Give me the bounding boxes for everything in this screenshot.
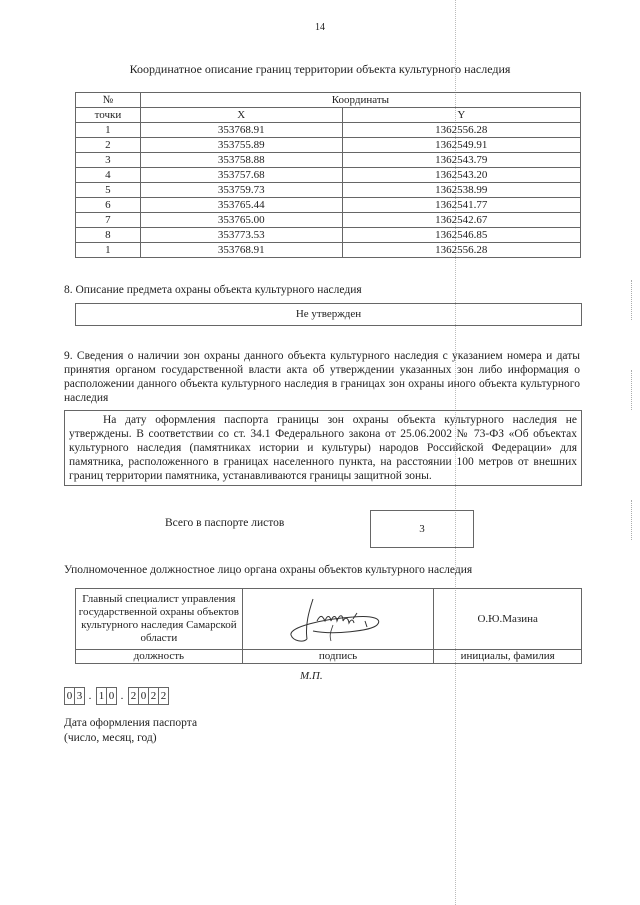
signature-icon	[283, 591, 393, 647]
signature-label: подпись	[242, 650, 434, 664]
point-x: 353768.91	[140, 243, 342, 258]
point-x: 353755.89	[140, 138, 342, 153]
date-caption-line2: (число, месяц, год)	[64, 732, 157, 744]
header-x: X	[140, 108, 342, 123]
signature-cell	[242, 589, 434, 650]
section-9-value: На дату оформления паспорта границы зон охраны объекта культурного наследия не утверждены. В соответствии со ст. 34.1 Федерального закона от 25.06.2002 № 73-ФЗ «Об объектах культурного наследия (памятниках истории и культуры) народов Российской Федерации» для памятника, расположенного в границах населенного пункта, на расстоянии 100 метров от внешних границ территории памятника, устанавливаются границы защитной зоны.	[69, 414, 577, 482]
table-row	[76, 213, 581, 228]
point-y: 1362556.28	[342, 243, 580, 258]
table-row	[76, 138, 581, 153]
point-x: 353768.91	[140, 123, 342, 138]
point-y: 1362543.79	[342, 153, 580, 168]
point-x: 353773.53	[140, 228, 342, 243]
point-y: 1362541.77	[342, 198, 580, 213]
table-header-row	[76, 93, 581, 108]
signature-row	[76, 589, 582, 650]
day-digit: 0	[64, 687, 75, 705]
point-y: 1362549.91	[342, 138, 580, 153]
section-8-heading: 8. Описание предмета охраны объекта культурного наследия	[64, 284, 362, 296]
coordinates-title: Координатное описание границ территории объекта культурного наследия	[129, 62, 511, 76]
header-point: точки	[76, 108, 141, 123]
point-no: 2	[76, 138, 141, 153]
point-y: 1362543.20	[342, 168, 580, 183]
section-9-heading: 9. Сведения о наличии зон охраны данного объекта культурного наследия с указанием номера и даты принятия органом государственной власти акта об утверждении указанных зон либо информация о расположении данного объекта культурного наследия в границах зон охраны иного объекта культурного наследия	[64, 350, 580, 404]
official-name: О.Ю.Мазина	[434, 589, 582, 650]
date-caption	[64, 716, 197, 746]
signature-labels-row	[76, 650, 582, 664]
point-x: 353765.00	[140, 213, 342, 228]
point-no: 4	[76, 168, 141, 183]
table-header-row	[76, 108, 581, 123]
sheets-count-box: 3	[370, 510, 474, 548]
day-digit: 3	[74, 687, 85, 705]
point-y: 1362556.28	[342, 123, 580, 138]
year-digit: 2	[158, 687, 169, 705]
header-coordinates: Координаты	[140, 93, 580, 108]
date-separator: .	[120, 690, 124, 702]
signature-table	[75, 588, 582, 664]
point-no: 8	[76, 228, 141, 243]
date-caption-line1: Дата оформления паспорта	[64, 717, 198, 729]
point-y: 1362538.99	[342, 183, 580, 198]
table-row	[76, 243, 581, 258]
month-digit: 1	[96, 687, 107, 705]
table-row	[76, 228, 581, 243]
table-row	[76, 168, 581, 183]
point-x: 353765.44	[140, 198, 342, 213]
header-no: №	[76, 93, 141, 108]
official-heading: Уполномоченное должностное лицо органа охраны объектов культурного наследия	[64, 564, 473, 576]
page-number: 14	[315, 22, 325, 33]
date-boxes	[64, 686, 168, 706]
section-8-value-box: Не утвержден	[75, 303, 582, 326]
date-separator: .	[88, 690, 92, 702]
point-no: 1	[76, 243, 141, 258]
table-row	[76, 183, 581, 198]
point-x: 353757.68	[140, 168, 342, 183]
table-row	[76, 198, 581, 213]
month-digit: 0	[106, 687, 117, 705]
point-no: 3	[76, 153, 141, 168]
point-no: 7	[76, 213, 141, 228]
official-position: Главный специалист управления государственной охраны объектов культурного наследия Самарской области	[76, 589, 243, 650]
table-row	[76, 123, 581, 138]
year-digit: 2	[148, 687, 159, 705]
point-x: 353758.88	[140, 153, 342, 168]
position-label: должность	[76, 650, 243, 664]
point-y: 1362542.67	[342, 213, 580, 228]
point-no: 1	[76, 123, 141, 138]
header-y: Y	[342, 108, 580, 123]
year-digit: 2	[128, 687, 139, 705]
name-label: инициалы, фамилия	[434, 650, 582, 664]
point-x: 353759.73	[140, 183, 342, 198]
section-9-value-box	[64, 410, 582, 486]
year-digit: 0	[138, 687, 149, 705]
sheets-count-label: Всего в паспорте листов	[165, 517, 285, 529]
table-row	[76, 153, 581, 168]
point-no: 5	[76, 183, 141, 198]
point-y: 1362546.85	[342, 228, 580, 243]
point-no: 6	[76, 198, 141, 213]
stamp-mark: М.П.	[300, 670, 323, 682]
coordinates-table	[75, 92, 581, 258]
